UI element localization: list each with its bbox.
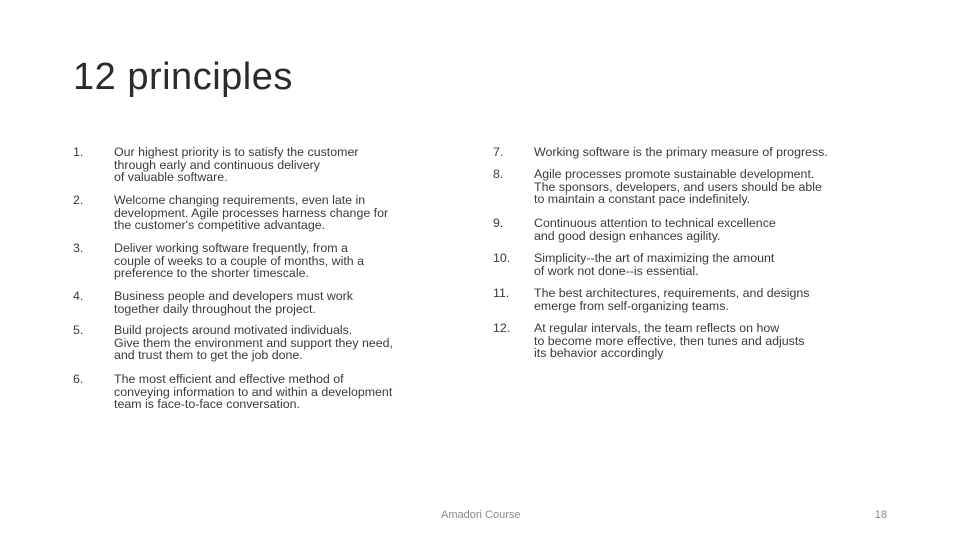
principle-item-10 [493,252,894,277]
footer-course-name: Amadori Course [441,509,521,521]
principle-text: Build projects around motivated individuals. Give them the environment and support they need, and trust them to get the job done. [114,323,393,363]
principle-text: Agile processes promote sustainable development. The sponsors, developers, and users should be able to maintain a constant pace indefinitely. [534,167,822,207]
principle-text: Business people and developers must work together daily throughout the project. [114,289,353,316]
principle-text: The best architectures, requirements, and designs emerge from self-organizing teams. [534,286,810,313]
principle-text: Working software is the primary measure of progress. [534,145,828,159]
principle-number: 4. [73,289,84,303]
principle-item-11 [493,287,894,312]
principle-item-12 [493,322,894,360]
principle-item-4 [73,290,444,315]
principle-item-9 [493,217,894,242]
principle-text: Welcome changing requirements, even late in development. Agile processes harness change for the customer's competitive advantage. [114,193,389,233]
principle-number: 11. [493,286,510,300]
principle-item-8 [493,168,894,206]
principle-item-3 [73,242,444,280]
principle-text: At regular intervals, the team reflects on how to become more effective, then tunes and adjusts its behavior accordingly [534,321,805,361]
principle-number: 12. [493,321,511,335]
principle-number: 10. [493,251,511,265]
slide-page-number: 18 [874,509,887,521]
principle-number: 7. [493,145,504,159]
principle-number: 2. [73,193,84,207]
principle-number: 6. [73,372,84,386]
principle-item-1 [73,146,444,184]
principle-text: Continuous attention to technical excellence and good design enhances agility. [534,216,776,243]
principle-text: Our highest priority is to satisfy the customer through early and continuous delivery of valuable software. [114,145,359,185]
principle-number: 5. [73,323,84,337]
principle-text: The most efficient and effective method of conveying information to and within a development team is face-to-face conversation. [114,372,393,412]
principle-number: 1. [73,145,84,159]
principle-item-7 [493,146,894,159]
principle-item-2 [73,194,444,232]
principle-item-6 [73,373,444,411]
principle-text: Simplicity--the art of maximizing the amount of work not done--is essential. [534,251,775,278]
principle-text: Deliver working software frequently, from a couple of weeks to a couple of months, with a preference to the shorter timescale. [114,241,365,281]
principle-number: 3. [73,241,84,255]
principle-item-5 [73,324,444,362]
slide-title: 12 principles [73,56,293,98]
principle-number: 9. [493,216,504,230]
principle-number: 8. [493,167,504,181]
